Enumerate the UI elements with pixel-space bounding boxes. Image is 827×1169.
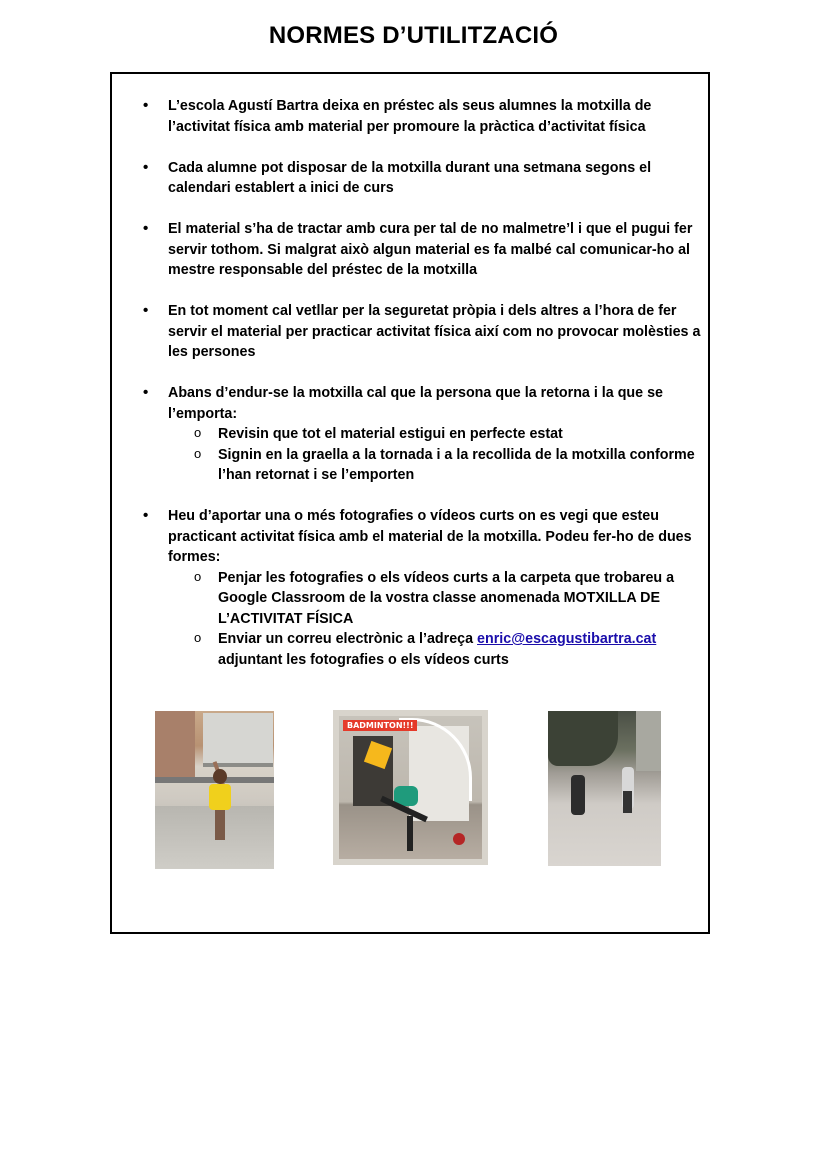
email-prefix: Enviar un correu electrònic a l’adreça [218, 631, 478, 647]
rule-item [141, 219, 709, 281]
photo-detail [623, 791, 632, 813]
photo-detail [213, 769, 227, 784]
rule-text: Abans d’endur-se la motxilla cal que la persona que la retorna i la que se l’emporta: [168, 385, 663, 422]
rule-text: Heu d’aportar una o més fotografies o vídeos curts on es vegi que esteu practicant activitat física amb el material de la motxilla. Podeu fer-ho de dues formes: [168, 508, 692, 565]
photo-detail [407, 816, 413, 851]
photo-detail [209, 784, 231, 810]
email-suffix: adjuntant les fotografies o els vídeos curts [218, 651, 509, 668]
rule-item [141, 96, 709, 137]
rule-text: Cada alumne pot disposar de la motxilla durant una setmana segons el calendari establert a inici de curs [168, 159, 652, 196]
rule-item [141, 158, 709, 199]
photo-badminton [333, 710, 488, 865]
rule-subitems [168, 568, 709, 671]
rules-list [141, 96, 709, 691]
photo-detail [636, 711, 661, 771]
badminton-tag: BADMINTON!!! [343, 720, 417, 731]
rule-subitems [168, 424, 709, 486]
rule-text: En tot moment cal vetllar per la seguretat pròpia i dels altres a l’hora de fer servir el material per practicar activitat física així com no provocar molèsties a les persones [168, 303, 701, 360]
rule-subitem: o Penjar les fotografies o els vídeos curts a la carpeta que trobareu a Google Classroom de la vostra classe anomenada MOTXILLA DE L’ACTIVITAT FÍSICA [168, 568, 709, 630]
rule-text: L’escola Agustí Bartra deixa en préstec als seus alumnes la motxilla de l’activitat física amb material per promoure la pràctica d’activitat física [168, 98, 652, 135]
photo-detail [339, 716, 482, 859]
photo-detail [203, 713, 273, 767]
photo-detail [548, 711, 618, 766]
rule-item [141, 383, 709, 486]
rule-item [141, 506, 709, 670]
photo-detail [215, 810, 225, 840]
rule-text: El material s’ha de tractar amb cura per tal de no malmetre’l i que el pugui fer servir tothom. Si malgrat això algun material es fa malbé cal comunicar-ho al mestre responsable del préstec de la motxilla [168, 221, 693, 278]
rule-subitem-email [168, 629, 709, 670]
email-link[interactable]: enric@escagustibartra.cat [477, 631, 657, 647]
photo-kids-playing [548, 711, 661, 866]
photo-detail [453, 833, 465, 845]
rule-subitem: o Signin en la graella a la tornada i a la recollida de la motxilla conforme l’han retornat i se l’emporten [168, 445, 709, 486]
rule-item [141, 301, 709, 363]
page-title: NORMES D’UTILITZACIÓ [268, 22, 559, 49]
photo-detail [155, 711, 195, 779]
photo-detail [571, 775, 585, 815]
rule-subitem: o Revisin que tot el material estigui en perfecte estat [168, 424, 709, 445]
photo-girl-racket [155, 711, 274, 869]
